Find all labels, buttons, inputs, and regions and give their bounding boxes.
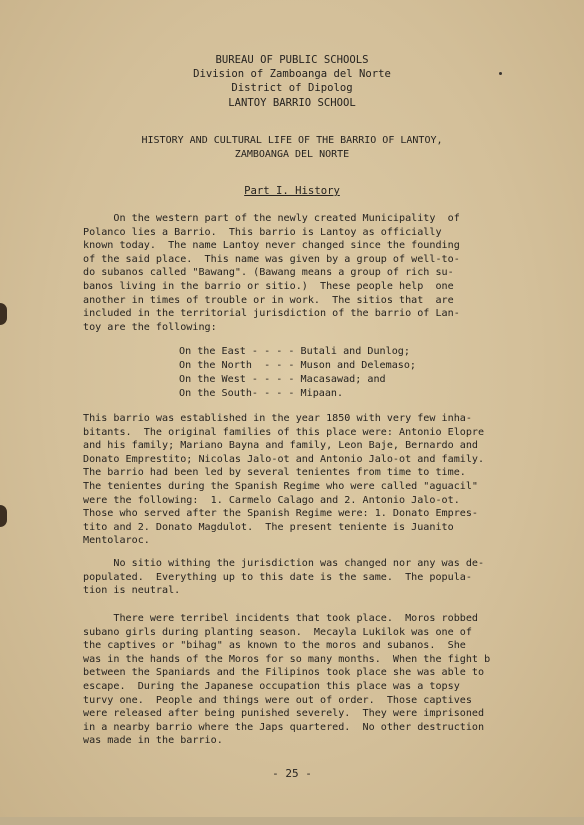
school-line: LANTOY BARRIO SCHOOL bbox=[228, 96, 356, 109]
text-line: Donato Emprestito; Nicolas Jalo-ot and Antonio Jalo-ot and family. bbox=[83, 453, 485, 465]
text-line: This barrio was established in the year 1850 with very few inha- bbox=[83, 413, 472, 424]
text-line: was made in the barrio. bbox=[83, 735, 223, 747]
paragraph-sitios bbox=[83, 557, 523, 598]
text-line: Mentolaroc. bbox=[83, 535, 150, 547]
text-line: another in times of trouble or in work. The sitios that are bbox=[83, 294, 454, 306]
scan-footer-strip bbox=[0, 817, 584, 825]
text-line: escape. During the Japanese occupation this place was a topsy bbox=[83, 680, 460, 692]
bureau-line: BUREAU OF PUBLIC SCHOOLS bbox=[215, 54, 369, 66]
text-line: populated. Everything up to this date is the same. The popula- bbox=[83, 571, 472, 583]
punch-hole-bottom bbox=[0, 505, 7, 527]
text-line: On the western part of the newly created Municipality of bbox=[83, 213, 460, 224]
text-line: toy are the following: bbox=[83, 321, 217, 333]
text-line: There were terribel incidents that took place. Moros robbed bbox=[83, 613, 479, 624]
text-line: The barrio had been led by several tenientes from time to time. bbox=[83, 467, 466, 479]
text-line: Polanco lies a Barrio. This barrio is Lantoy as officially bbox=[83, 226, 442, 238]
text-line: and his family; Mariano Bayna and family, Leon Baje, Bernardo and bbox=[83, 440, 479, 452]
text-line: tito and 2. Donato Magdulot. The present teniente is Juanito bbox=[83, 521, 454, 533]
text-line: tion is neutral. bbox=[83, 585, 181, 597]
text-line: bitants. The original families of this place were: Antonio Elopre bbox=[83, 426, 485, 438]
title-line-1: HISTORY AND CULTURAL LIFE OF THE BARRIO OF LANTOY, bbox=[141, 135, 443, 146]
text-line: do subanos called "Bawang". (Bawang means a group of rich su- bbox=[83, 267, 454, 279]
text-line: between the Spaniards and the Filipinos took place she was able to bbox=[83, 667, 485, 679]
section-title: Part I. History bbox=[244, 185, 340, 197]
text-line: were released after being punished severely. They were imprisoned bbox=[83, 708, 485, 720]
text-line: included in the territorial jurisdiction of the barrio of Lan- bbox=[83, 308, 460, 320]
paragraph-establishment bbox=[83, 412, 523, 548]
district-line: District of Dipolog bbox=[231, 82, 353, 95]
text-line: subano girls during planting season. Mecayla Lukilok was one of bbox=[83, 626, 472, 638]
text-line: turvy one. People and things were out of order. Those captives bbox=[83, 694, 472, 706]
text-line: was in the hands of the Moros for so many months. When the fight b bbox=[83, 653, 491, 665]
punch-hole-top bbox=[0, 303, 7, 325]
text-line: were the following: 1. Carmelo Calago and 2. Antonio Jalo-ot. bbox=[83, 494, 460, 506]
text-line: No sitio withing the jurisdiction was changed nor any was de- bbox=[83, 558, 485, 569]
text-line: The tenientes during the Spanish Regime who were called "aguacil" bbox=[83, 480, 479, 492]
boundary-east: On the East - - - - Butali and Dunlog; bbox=[179, 346, 410, 357]
text-line: known today. The name Lantoy never changed since the founding bbox=[83, 240, 460, 252]
page-number: - 25 - bbox=[272, 767, 312, 780]
paragraph-incidents bbox=[83, 612, 523, 748]
paragraph-origin bbox=[83, 212, 523, 334]
boundary-south: On the South- - - - Mipaan. bbox=[179, 388, 344, 399]
text-line: of the said place. This name was given by a group of well-to- bbox=[83, 253, 460, 265]
text-line: banos living in the barrio or sitio.) These people help one bbox=[83, 280, 454, 292]
document-title bbox=[0, 134, 584, 162]
boundary-north: On the North - - - Muson and Delemaso; bbox=[179, 360, 417, 371]
text-line: in a nearby barrio where the Japs quartered. No other destruction bbox=[83, 721, 485, 733]
text-line: the captives or "bihag" as known to the moros and subanos. She bbox=[83, 640, 466, 652]
division-line: Division of Zamboanga del Norte bbox=[193, 68, 391, 81]
sitio-boundaries-list bbox=[179, 345, 416, 401]
boundary-west: On the West - - - - Macasawad; and bbox=[179, 374, 386, 385]
text-line: Those who served after the Spanish Regime were: 1. Donato Empres- bbox=[83, 508, 479, 520]
title-line-2: ZAMBOANGA DEL NORTE bbox=[234, 149, 350, 160]
letterhead bbox=[0, 53, 584, 110]
